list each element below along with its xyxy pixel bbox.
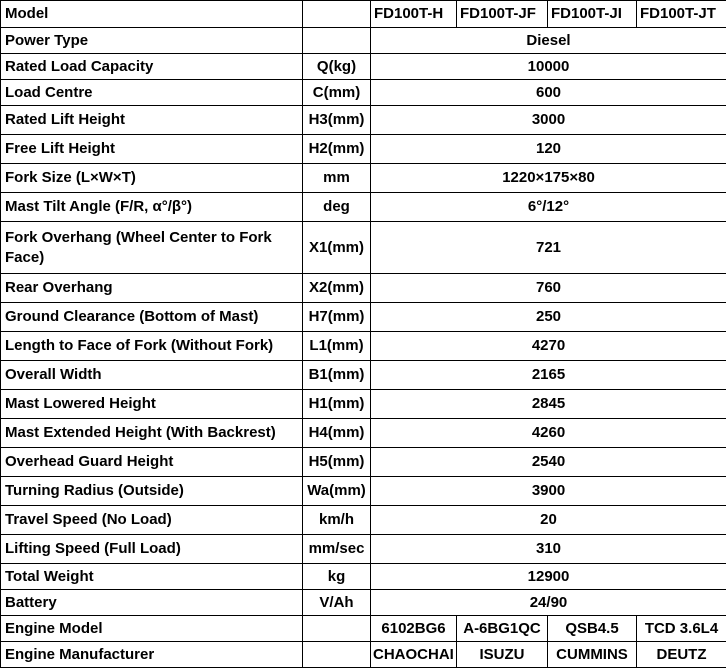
unit-cell bbox=[303, 616, 371, 642]
model-label: Model bbox=[1, 1, 303, 28]
engine-model-value: 6102BG6 bbox=[371, 616, 457, 642]
spec-row bbox=[1, 135, 726, 164]
engine-model-value: TCD 3.6L4 bbox=[637, 616, 726, 642]
spec-label: Ground Clearance (Bottom of Mast) bbox=[1, 303, 303, 332]
engine-manufacturer-value: CHAOCHAI bbox=[371, 642, 457, 668]
spec-label: Overall Width bbox=[1, 361, 303, 390]
spec-unit: kg bbox=[303, 564, 371, 590]
spec-unit: C(mm) bbox=[303, 80, 371, 106]
spec-label: Power Type bbox=[1, 28, 303, 54]
spec-unit: V/Ah bbox=[303, 590, 371, 616]
spec-unit: B1(mm) bbox=[303, 361, 371, 390]
spec-unit: Wa(mm) bbox=[303, 477, 371, 506]
spec-label: Total Weight bbox=[1, 564, 303, 590]
engine-model-value: A-6BG1QC bbox=[457, 616, 548, 642]
spec-row bbox=[1, 361, 726, 390]
spec-row bbox=[1, 222, 726, 274]
engine-model-row bbox=[1, 616, 726, 642]
spec-unit: mm bbox=[303, 164, 371, 193]
spec-unit bbox=[303, 28, 371, 54]
spec-row bbox=[1, 28, 726, 54]
spec-row bbox=[1, 535, 726, 564]
spec-value: 3900 bbox=[371, 477, 726, 506]
spec-row bbox=[1, 419, 726, 448]
spec-row bbox=[1, 332, 726, 361]
spec-label: Overhead Guard Height bbox=[1, 448, 303, 477]
engine-model-label: Engine Model bbox=[1, 616, 303, 642]
spec-row bbox=[1, 106, 726, 135]
spec-value: 10000 bbox=[371, 54, 726, 80]
spec-label: Lifting Speed (Full Load) bbox=[1, 535, 303, 564]
spec-row bbox=[1, 303, 726, 332]
spec-unit: H4(mm) bbox=[303, 419, 371, 448]
spec-value: 4260 bbox=[371, 419, 726, 448]
spec-unit: H2(mm) bbox=[303, 135, 371, 164]
model-name: FD100T-JI bbox=[548, 1, 637, 28]
spec-row bbox=[1, 448, 726, 477]
spec-label: Length to Face of Fork (Without Fork) bbox=[1, 332, 303, 361]
unit-cell bbox=[303, 1, 371, 28]
spec-row bbox=[1, 54, 726, 80]
spec-unit: H7(mm) bbox=[303, 303, 371, 332]
spec-label: Fork Overhang (Wheel Center to Fork Face) bbox=[1, 222, 303, 274]
spec-unit: X2(mm) bbox=[303, 274, 371, 303]
spec-row bbox=[1, 274, 726, 303]
spec-value: 6°/12° bbox=[371, 193, 726, 222]
engine-manufacturer-row bbox=[1, 642, 726, 668]
spec-value: 24/90 bbox=[371, 590, 726, 616]
spec-label: Mast Extended Height (With Backrest) bbox=[1, 419, 303, 448]
engine-manufacturer-value: DEUTZ bbox=[637, 642, 726, 668]
spec-value: 4270 bbox=[371, 332, 726, 361]
spec-label: Mast Tilt Angle (F/R, α°/β°) bbox=[1, 193, 303, 222]
engine-manufacturer-value: ISUZU bbox=[457, 642, 548, 668]
spec-unit: Q(kg) bbox=[303, 54, 371, 80]
spec-value: 600 bbox=[371, 80, 726, 106]
spec-row bbox=[1, 590, 726, 616]
spec-label: Fork Size (L×W×T) bbox=[1, 164, 303, 193]
spec-value: 20 bbox=[371, 506, 726, 535]
engine-model-value: QSB4.5 bbox=[548, 616, 637, 642]
spec-label: Travel Speed (No Load) bbox=[1, 506, 303, 535]
spec-label: Battery bbox=[1, 590, 303, 616]
spec-value: 760 bbox=[371, 274, 726, 303]
spec-label: Rated Lift Height bbox=[1, 106, 303, 135]
model-name: FD100T-JF bbox=[457, 1, 548, 28]
spec-row bbox=[1, 164, 726, 193]
model-name: FD100T-JT bbox=[637, 1, 726, 28]
spec-unit: L1(mm) bbox=[303, 332, 371, 361]
spec-unit: H3(mm) bbox=[303, 106, 371, 135]
spec-value: 2540 bbox=[371, 448, 726, 477]
spec-row bbox=[1, 506, 726, 535]
unit-cell bbox=[303, 642, 371, 668]
spec-value: 2845 bbox=[371, 390, 726, 419]
spec-unit: km/h bbox=[303, 506, 371, 535]
spec-value: 1220×175×80 bbox=[371, 164, 726, 193]
engine-manufacturer-value: CUMMINS bbox=[548, 642, 637, 668]
spec-label: Load Centre bbox=[1, 80, 303, 106]
spec-unit: mm/sec bbox=[303, 535, 371, 564]
spec-value: 12900 bbox=[371, 564, 726, 590]
spec-row bbox=[1, 390, 726, 419]
spec-value: 3000 bbox=[371, 106, 726, 135]
spec-unit: H1(mm) bbox=[303, 390, 371, 419]
spec-value: 250 bbox=[371, 303, 726, 332]
spec-value: 120 bbox=[371, 135, 726, 164]
header-row bbox=[1, 1, 726, 28]
spec-label: Mast Lowered Height bbox=[1, 390, 303, 419]
spec-unit: H5(mm) bbox=[303, 448, 371, 477]
spec-row bbox=[1, 477, 726, 506]
engine-manufacturer-label: Engine Manufacturer bbox=[1, 642, 303, 668]
spec-label: Free Lift Height bbox=[1, 135, 303, 164]
model-name: FD100T-H bbox=[371, 1, 457, 28]
spec-unit: X1(mm) bbox=[303, 222, 371, 274]
spec-label: Turning Radius (Outside) bbox=[1, 477, 303, 506]
spec-label: Rear Overhang bbox=[1, 274, 303, 303]
spec-value: 721 bbox=[371, 222, 726, 274]
spec-row bbox=[1, 193, 726, 222]
spec-value: 2165 bbox=[371, 361, 726, 390]
spec-row bbox=[1, 564, 726, 590]
spec-row bbox=[1, 80, 726, 106]
spec-value: 310 bbox=[371, 535, 726, 564]
spec-label: Rated Load Capacity bbox=[1, 54, 303, 80]
spec-unit: deg bbox=[303, 193, 371, 222]
spec-value: Diesel bbox=[371, 28, 726, 54]
